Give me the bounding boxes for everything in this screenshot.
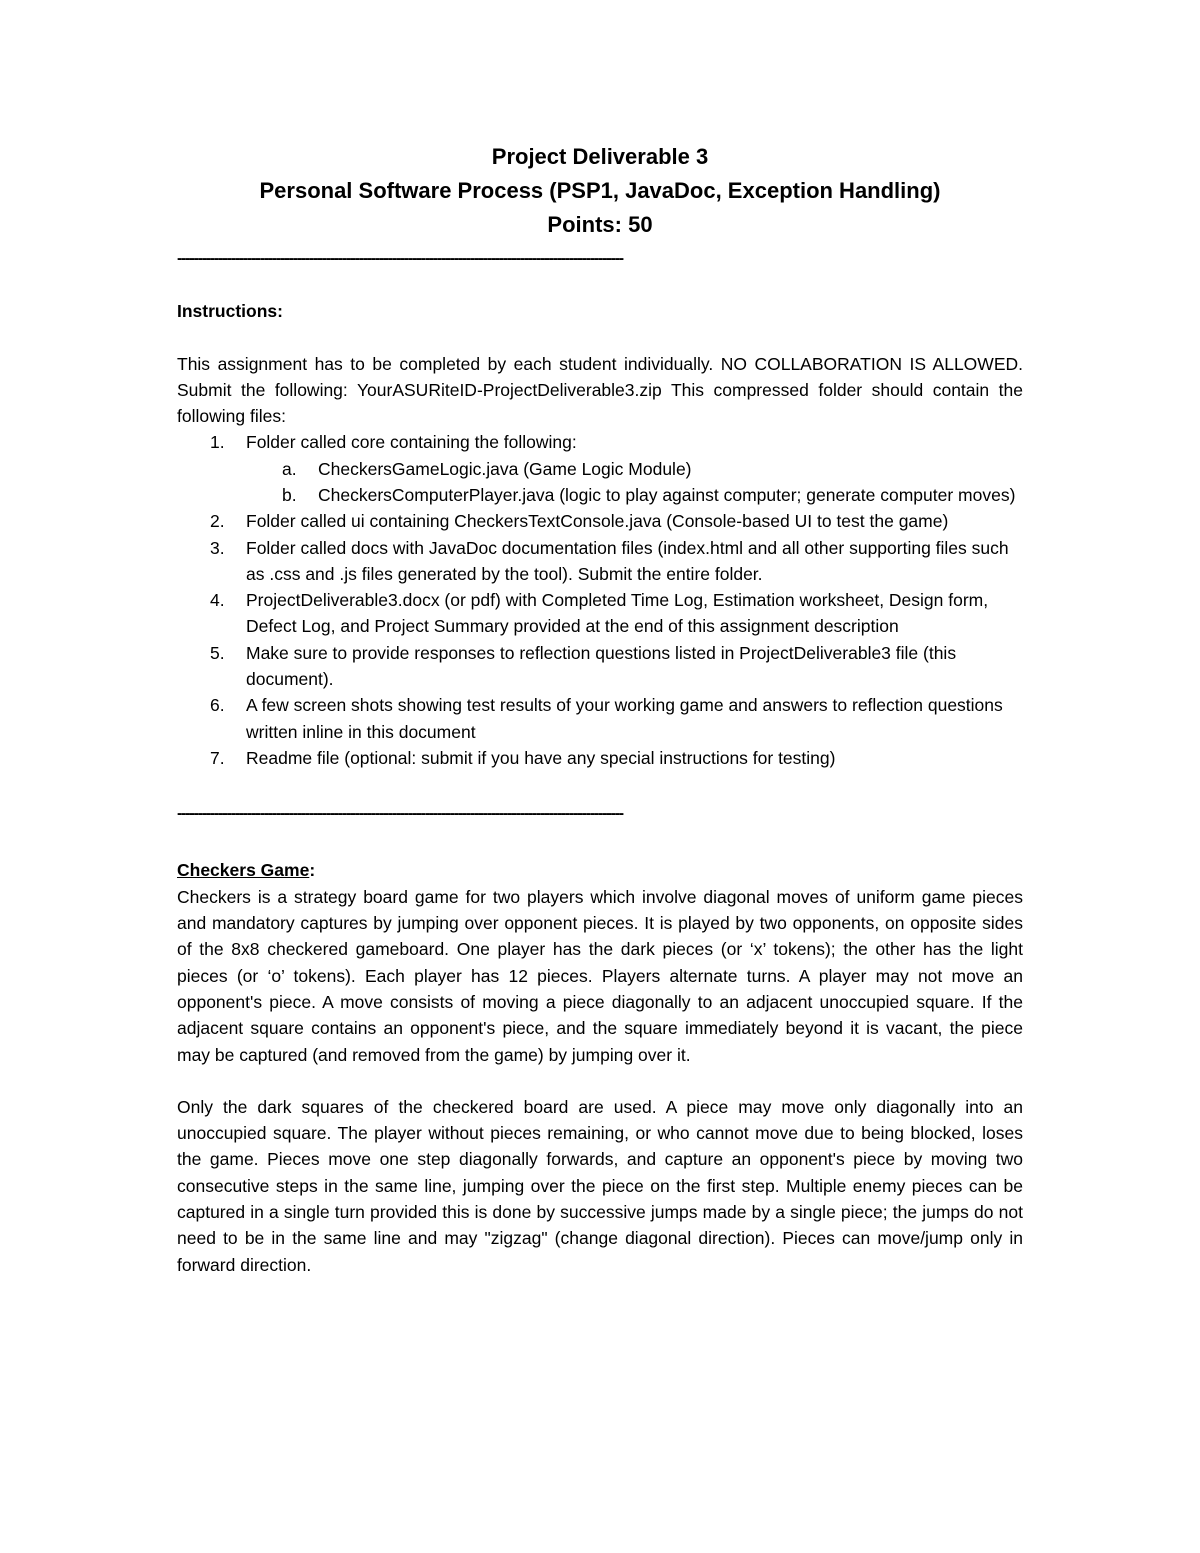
list-item-number: 5.	[210, 642, 225, 663]
list-item-text: A few screen shots showing test results of your working game and answers to reflection questions written inline in this document	[246, 695, 1003, 742]
list-item	[177, 429, 1023, 508]
list-item	[177, 745, 1023, 771]
sub-list-item-letter: b.	[282, 484, 297, 505]
sub-list-item-letter: a.	[282, 458, 297, 479]
list-item-number: 6.	[210, 695, 225, 716]
divider-bottom: ------------------------------------------------------------------------------------------------------------	[177, 805, 623, 823]
list-item-number: 7.	[210, 747, 225, 768]
list-item	[177, 508, 1023, 534]
list-item	[177, 692, 1023, 745]
list-item-text: Folder called core containing the following:	[246, 432, 577, 453]
checkers-heading	[177, 857, 1023, 884]
sub-list-item-text: CheckersGameLogic.java (Game Logic Module)	[318, 458, 692, 479]
list-item	[177, 587, 1023, 640]
list-item-text: Folder called ui containing CheckersTextConsole.java (Console-based UI to test the game)	[246, 511, 949, 532]
spacer	[177, 272, 1023, 298]
list-item-text: Folder called docs with JavaDoc documentation files (index.html and all other supporting files such as .css and .js files generated by the tool). Submit the entire folder.	[246, 537, 1009, 584]
spacer	[177, 771, 1023, 801]
list-item-text: Readme file (optional: submit if you have any special instructions for testing)	[246, 747, 836, 768]
list-item-number: 2.	[210, 511, 225, 532]
instructions-heading: Instructions:	[177, 301, 283, 321]
document-subtitle: Personal Software Process (PSP1, JavaDoc, Exception Handling)	[259, 178, 941, 203]
list-item-number: 3.	[210, 537, 225, 558]
document-page	[177, 140, 1023, 1278]
checkers-paragraph-2: Only the dark squares of the checkered board are used. A piece may move only diagonally into an unoccupied square. The player without pieces remaining, or who cannot move due to being blocked, loses the game. Pieces move one step diagonally forwards, and capture an opponent's piece by moving two consecutive steps in the same line, jumping over the piece on the first step. Multiple enemy pieces can be captured in a single turn provided this is done by successive jumps made by a single piece; the jumps do not need to be in the same line and may "zigzag" (change diagonal direction). Pieces can move/jump only in forward direction.	[177, 1096, 1023, 1275]
checkers-paragraph-1: Checkers is a strategy board game for two players which involve diagonal moves of uniform game pieces and mandatory captures by jumping over opponent pieces. It is played by two opponents, on opposite sides of the 8x8 checkered gameboard. One player has the dark pieces (or ‘x’ tokens); the other has the light pieces (or ‘o’ tokens). Each player has 12 pieces. Players alternate turns. A player may not move an opponent's piece. A move consists of moving a piece diagonally to an adjacent unoccupied square. If the adjacent square contains an opponent's piece, and the square immediately beyond it is vacant, the piece may be captured (and removed from the game) by jumping over it.	[177, 886, 1023, 1065]
points-label: Points: 50	[547, 212, 653, 237]
checkers-heading-colon: :	[309, 860, 316, 881]
spacer	[177, 1068, 1023, 1094]
instructions-intro: This assignment has to be completed by each student individually. NO COLLABORATION IS ALLOWED. Submit the following: YourASURiteID-ProjectDeliverable3.zip This compressed folder should contain the following files:	[177, 353, 1023, 427]
sub-list-item-text: CheckersComputerPlayer.java (logic to play against computer; generate computer moves)	[318, 484, 1016, 505]
title-block	[177, 140, 1023, 242]
list-item	[177, 640, 1023, 693]
sub-list-item	[177, 456, 1023, 482]
checkers-heading-text: Checkers Game	[177, 860, 310, 881]
instructions-list	[177, 429, 1023, 771]
list-item-text: ProjectDeliverable3.docx (or pdf) with Completed Time Log, Estimation worksheet, Design form, Defect Log, and Project Summary provided at the end of this assignment description	[246, 590, 989, 637]
sub-list-item	[177, 482, 1023, 508]
list-item-number: 1.	[210, 432, 225, 453]
divider-top: ------------------------------------------------------------------------------------------------------------	[177, 250, 623, 267]
spacer	[177, 325, 1023, 351]
list-item-text: Make sure to provide responses to reflection questions listed in ProjectDeliverable3 file (this document).	[246, 642, 957, 690]
list-item	[177, 535, 1023, 588]
core-sublist	[177, 456, 1023, 509]
list-item-number: 4.	[210, 590, 225, 611]
document-title: Project Deliverable 3	[491, 144, 709, 169]
spacer	[177, 827, 1023, 857]
